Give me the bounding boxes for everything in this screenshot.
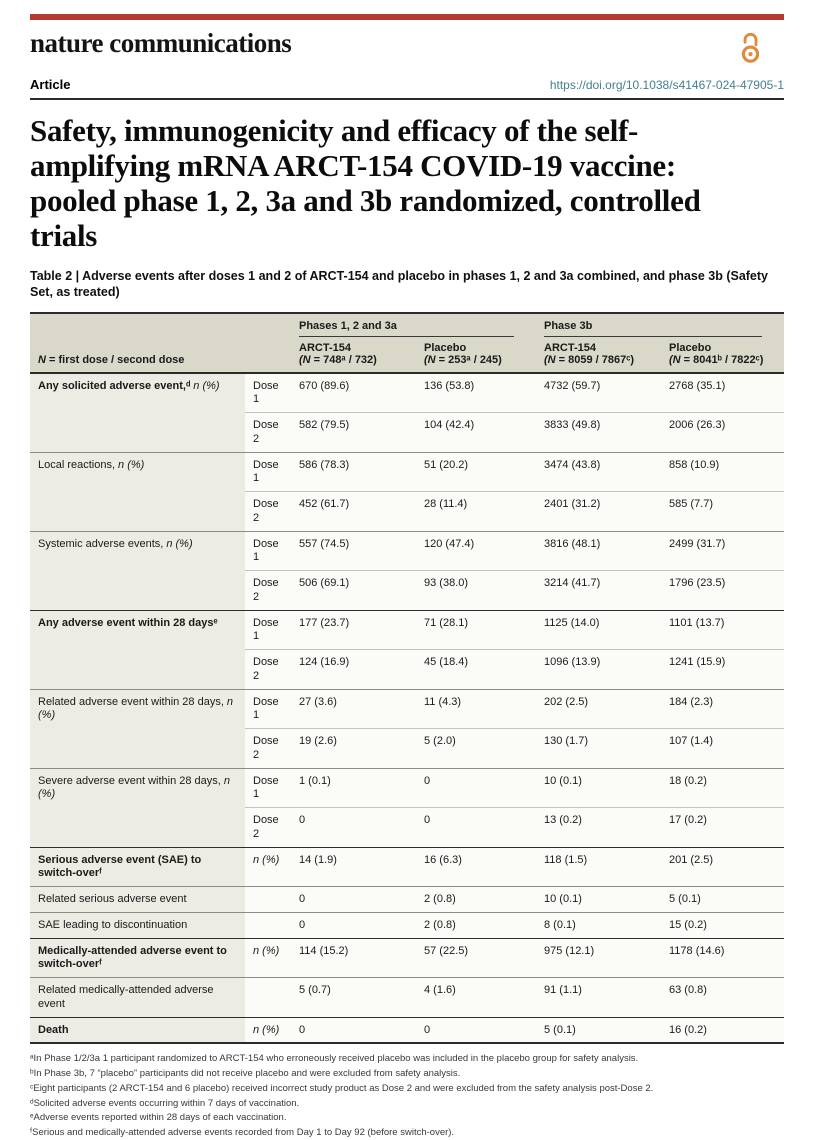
- data-cell: 45 (18.4): [416, 650, 536, 690]
- column-group-row: [30, 313, 784, 337]
- data-cell: 93 (38.0): [416, 571, 536, 611]
- data-cell: 3214 (41.7): [536, 571, 661, 611]
- data-cell: 14 (1.9): [291, 847, 416, 887]
- footnote-c: ᶜEight participants (2 ARCT-154 and 6 placebo) received incorrect study product as Dose 2 and were excluded from the safety analysis post-Dose 2.: [30, 1082, 654, 1094]
- data-cell: 27 (3.6): [291, 689, 416, 729]
- dose-cell: Dose 2: [245, 413, 291, 453]
- dose-cell: [245, 887, 291, 913]
- masthead: [30, 29, 784, 69]
- row-label: Any solicited adverse event,ᵈ n (%): [30, 373, 245, 453]
- data-cell: 202 (2.5): [536, 689, 661, 729]
- data-cell: 71 (28.1): [416, 610, 536, 650]
- footnote-f: ᶠSerious and medically-attended adverse events recorded from Day 1 to Day 92 (before switch-over).: [30, 1127, 455, 1139]
- data-cell: 15 (0.2): [661, 912, 784, 938]
- row-label: Related adverse event within 28 days, n (%): [30, 689, 245, 768]
- dose-cell: Dose 1: [245, 531, 291, 571]
- column-group-phase3b: Phase 3b: [536, 313, 784, 337]
- data-cell: 0: [291, 808, 416, 848]
- data-cell: 63 (0.8): [661, 978, 784, 1018]
- data-cell: 3833 (49.8): [536, 413, 661, 453]
- table-row: [30, 978, 784, 1018]
- data-cell: 506 (69.1): [291, 571, 416, 611]
- open-access-icon: [739, 31, 762, 69]
- data-cell: 0: [291, 1017, 416, 1043]
- data-cell: 177 (23.7): [291, 610, 416, 650]
- data-cell: 1 (0.1): [291, 768, 416, 808]
- table-row: [30, 847, 784, 887]
- data-cell: 18 (0.2): [661, 768, 784, 808]
- journal-logo: nature communications: [30, 28, 292, 58]
- dose-cell: n (%): [245, 847, 291, 887]
- table-caption: Table 2 | Adverse events after doses 1 and 2 of ARCT-154 and placebo in phases 1, 2 and 3a combined, and phase 3b (Safety Set, as treated): [30, 269, 768, 300]
- column-header-row: [30, 337, 784, 373]
- column-header-placebo-p3b: Placebo (N = 8041ᵇ / 7822ᶜ): [661, 337, 784, 373]
- data-cell: 5 (0.1): [661, 887, 784, 913]
- data-cell: 4 (1.6): [416, 978, 536, 1018]
- table-row: [30, 1017, 784, 1043]
- dose-cell: Dose 2: [245, 571, 291, 611]
- table-row: [30, 689, 784, 729]
- stub-header: N = first dose / second dose: [30, 337, 291, 373]
- dose-cell: Dose 2: [245, 650, 291, 690]
- footnote-a: ᵃIn Phase 1/2/3a 1 participant randomized to ARCT-154 who erroneously received placebo was included in the placebo group for safety analysis.: [30, 1053, 639, 1065]
- table-row: [30, 912, 784, 938]
- table-row: [30, 887, 784, 913]
- row-label: Systemic adverse events, n (%): [30, 531, 245, 610]
- row-label: Death: [30, 1017, 245, 1043]
- footnotes: [30, 1052, 784, 1140]
- column-group-phases123a: Phases 1, 2 and 3a: [291, 313, 536, 337]
- data-cell: 585 (7.7): [661, 492, 784, 532]
- data-cell: 858 (10.9): [661, 452, 784, 492]
- data-cell: 586 (78.3): [291, 452, 416, 492]
- dose-cell: Dose 2: [245, 808, 291, 848]
- table-row: [30, 938, 784, 978]
- data-cell: 10 (0.1): [536, 887, 661, 913]
- data-cell: 2401 (31.2): [536, 492, 661, 532]
- data-cell: 0: [416, 808, 536, 848]
- table-row: [30, 768, 784, 808]
- data-cell: 17 (0.2): [661, 808, 784, 848]
- row-label: Related serious adverse event: [30, 887, 245, 913]
- dose-cell: n (%): [245, 938, 291, 978]
- data-cell: 51 (20.2): [416, 452, 536, 492]
- row-label: Serious adverse event (SAE) to switch-overᶠ: [30, 847, 245, 887]
- doi-link[interactable]: https://doi.org/10.1038/s41467-024-47905-1: [549, 78, 784, 92]
- data-cell: 582 (79.5): [291, 413, 416, 453]
- stub-blank: [30, 313, 291, 337]
- data-cell: 1178 (14.6): [661, 938, 784, 978]
- data-cell: 118 (1.5): [536, 847, 661, 887]
- data-cell: 2 (0.8): [416, 912, 536, 938]
- data-cell: 3816 (48.1): [536, 531, 661, 571]
- data-cell: 11 (4.3): [416, 689, 536, 729]
- row-label: Medically-attended adverse event to switch-overᶠ: [30, 938, 245, 978]
- data-cell: 16 (0.2): [661, 1017, 784, 1043]
- data-cell: 1096 (13.9): [536, 650, 661, 690]
- table-row: [30, 452, 784, 492]
- data-cell: 0: [416, 768, 536, 808]
- data-cell: 670 (89.6): [291, 373, 416, 413]
- data-cell: 1796 (23.5): [661, 571, 784, 611]
- data-cell: 57 (22.5): [416, 938, 536, 978]
- dose-cell: Dose 2: [245, 492, 291, 532]
- column-header-arct154-p3b: ARCT-154 (N = 8059 / 7867ᶜ): [536, 337, 661, 373]
- data-cell: 120 (47.4): [416, 531, 536, 571]
- data-cell: 184 (2.3): [661, 689, 784, 729]
- dose-cell: [245, 978, 291, 1018]
- data-cell: 557 (74.5): [291, 531, 416, 571]
- data-cell: 2499 (31.7): [661, 531, 784, 571]
- article-meta-row: [30, 77, 784, 100]
- dose-cell: n (%): [245, 1017, 291, 1043]
- data-cell: 1241 (15.9): [661, 650, 784, 690]
- row-label: Local reactions, n (%): [30, 452, 245, 531]
- data-cell: 28 (11.4): [416, 492, 536, 532]
- dose-cell: [245, 912, 291, 938]
- data-cell: 91 (1.1): [536, 978, 661, 1018]
- data-cell: 3474 (43.8): [536, 452, 661, 492]
- footnote-d: ᵈSolicited adverse events occurring within 7 days of vaccination.: [30, 1097, 300, 1109]
- data-cell: 0: [416, 1017, 536, 1043]
- data-cell: 0: [291, 887, 416, 913]
- data-cell: 4732 (59.7): [536, 373, 661, 413]
- row-label: SAE leading to discontinuation: [30, 912, 245, 938]
- data-cell: 5 (0.1): [536, 1017, 661, 1043]
- data-cell: 130 (1.7): [536, 729, 661, 769]
- data-cell: 114 (15.2): [291, 938, 416, 978]
- dose-cell: Dose 2: [245, 729, 291, 769]
- footnote-e: ᵉAdverse events reported within 28 days of each vaccination.: [30, 1112, 287, 1124]
- row-label: Severe adverse event within 28 days, n (%): [30, 768, 245, 847]
- footnote-b: ᵇIn Phase 3b, 7 “placebo” participants did not receive placebo and were excluded from safety analysis.: [30, 1068, 461, 1080]
- data-cell: 107 (1.4): [661, 729, 784, 769]
- row-label: Any adverse event within 28 daysᵉ: [30, 610, 245, 689]
- dose-cell: Dose 1: [245, 452, 291, 492]
- data-cell: 452 (61.7): [291, 492, 416, 532]
- article-title: Safety, immunogenicity and efficacy of the self-amplifying mRNA ARCT-154 COVID-19 vaccine: pooled phase 1, 2, 3a and 3b randomized, controlled trials: [30, 113, 701, 254]
- journal-accent-bar: [30, 14, 784, 20]
- data-cell: 975 (12.1): [536, 938, 661, 978]
- data-cell: 8 (0.1): [536, 912, 661, 938]
- data-cell: 1125 (14.0): [536, 610, 661, 650]
- table-row: [30, 531, 784, 571]
- dose-cell: Dose 1: [245, 373, 291, 413]
- data-cell: 5 (0.7): [291, 978, 416, 1018]
- column-header-arct154-p123a: ARCT-154 (N = 748ᵃ / 732): [291, 337, 416, 373]
- data-cell: 2006 (26.3): [661, 413, 784, 453]
- article-type-label: Article: [30, 77, 71, 92]
- data-cell: 1101 (13.7): [661, 610, 784, 650]
- row-label: Related medically-attended adverse event: [30, 978, 245, 1018]
- data-cell: 0: [291, 912, 416, 938]
- data-cell: 124 (16.9): [291, 650, 416, 690]
- data-cell: 104 (42.4): [416, 413, 536, 453]
- table-row: [30, 373, 784, 413]
- dose-cell: Dose 1: [245, 768, 291, 808]
- data-cell: 2 (0.8): [416, 887, 536, 913]
- data-cell: 2768 (35.1): [661, 373, 784, 413]
- data-cell: 5 (2.0): [416, 729, 536, 769]
- dose-cell: Dose 1: [245, 689, 291, 729]
- data-cell: 19 (2.6): [291, 729, 416, 769]
- column-header-placebo-p123a: Placebo (N = 253ᵃ / 245): [416, 337, 536, 373]
- data-cell: 16 (6.3): [416, 847, 536, 887]
- dose-cell: Dose 1: [245, 610, 291, 650]
- data-cell: 136 (53.8): [416, 373, 536, 413]
- data-cell: 201 (2.5): [661, 847, 784, 887]
- table-row: [30, 610, 784, 650]
- data-cell: 13 (0.2): [536, 808, 661, 848]
- data-cell: 10 (0.1): [536, 768, 661, 808]
- adverse-events-table: [30, 312, 784, 1045]
